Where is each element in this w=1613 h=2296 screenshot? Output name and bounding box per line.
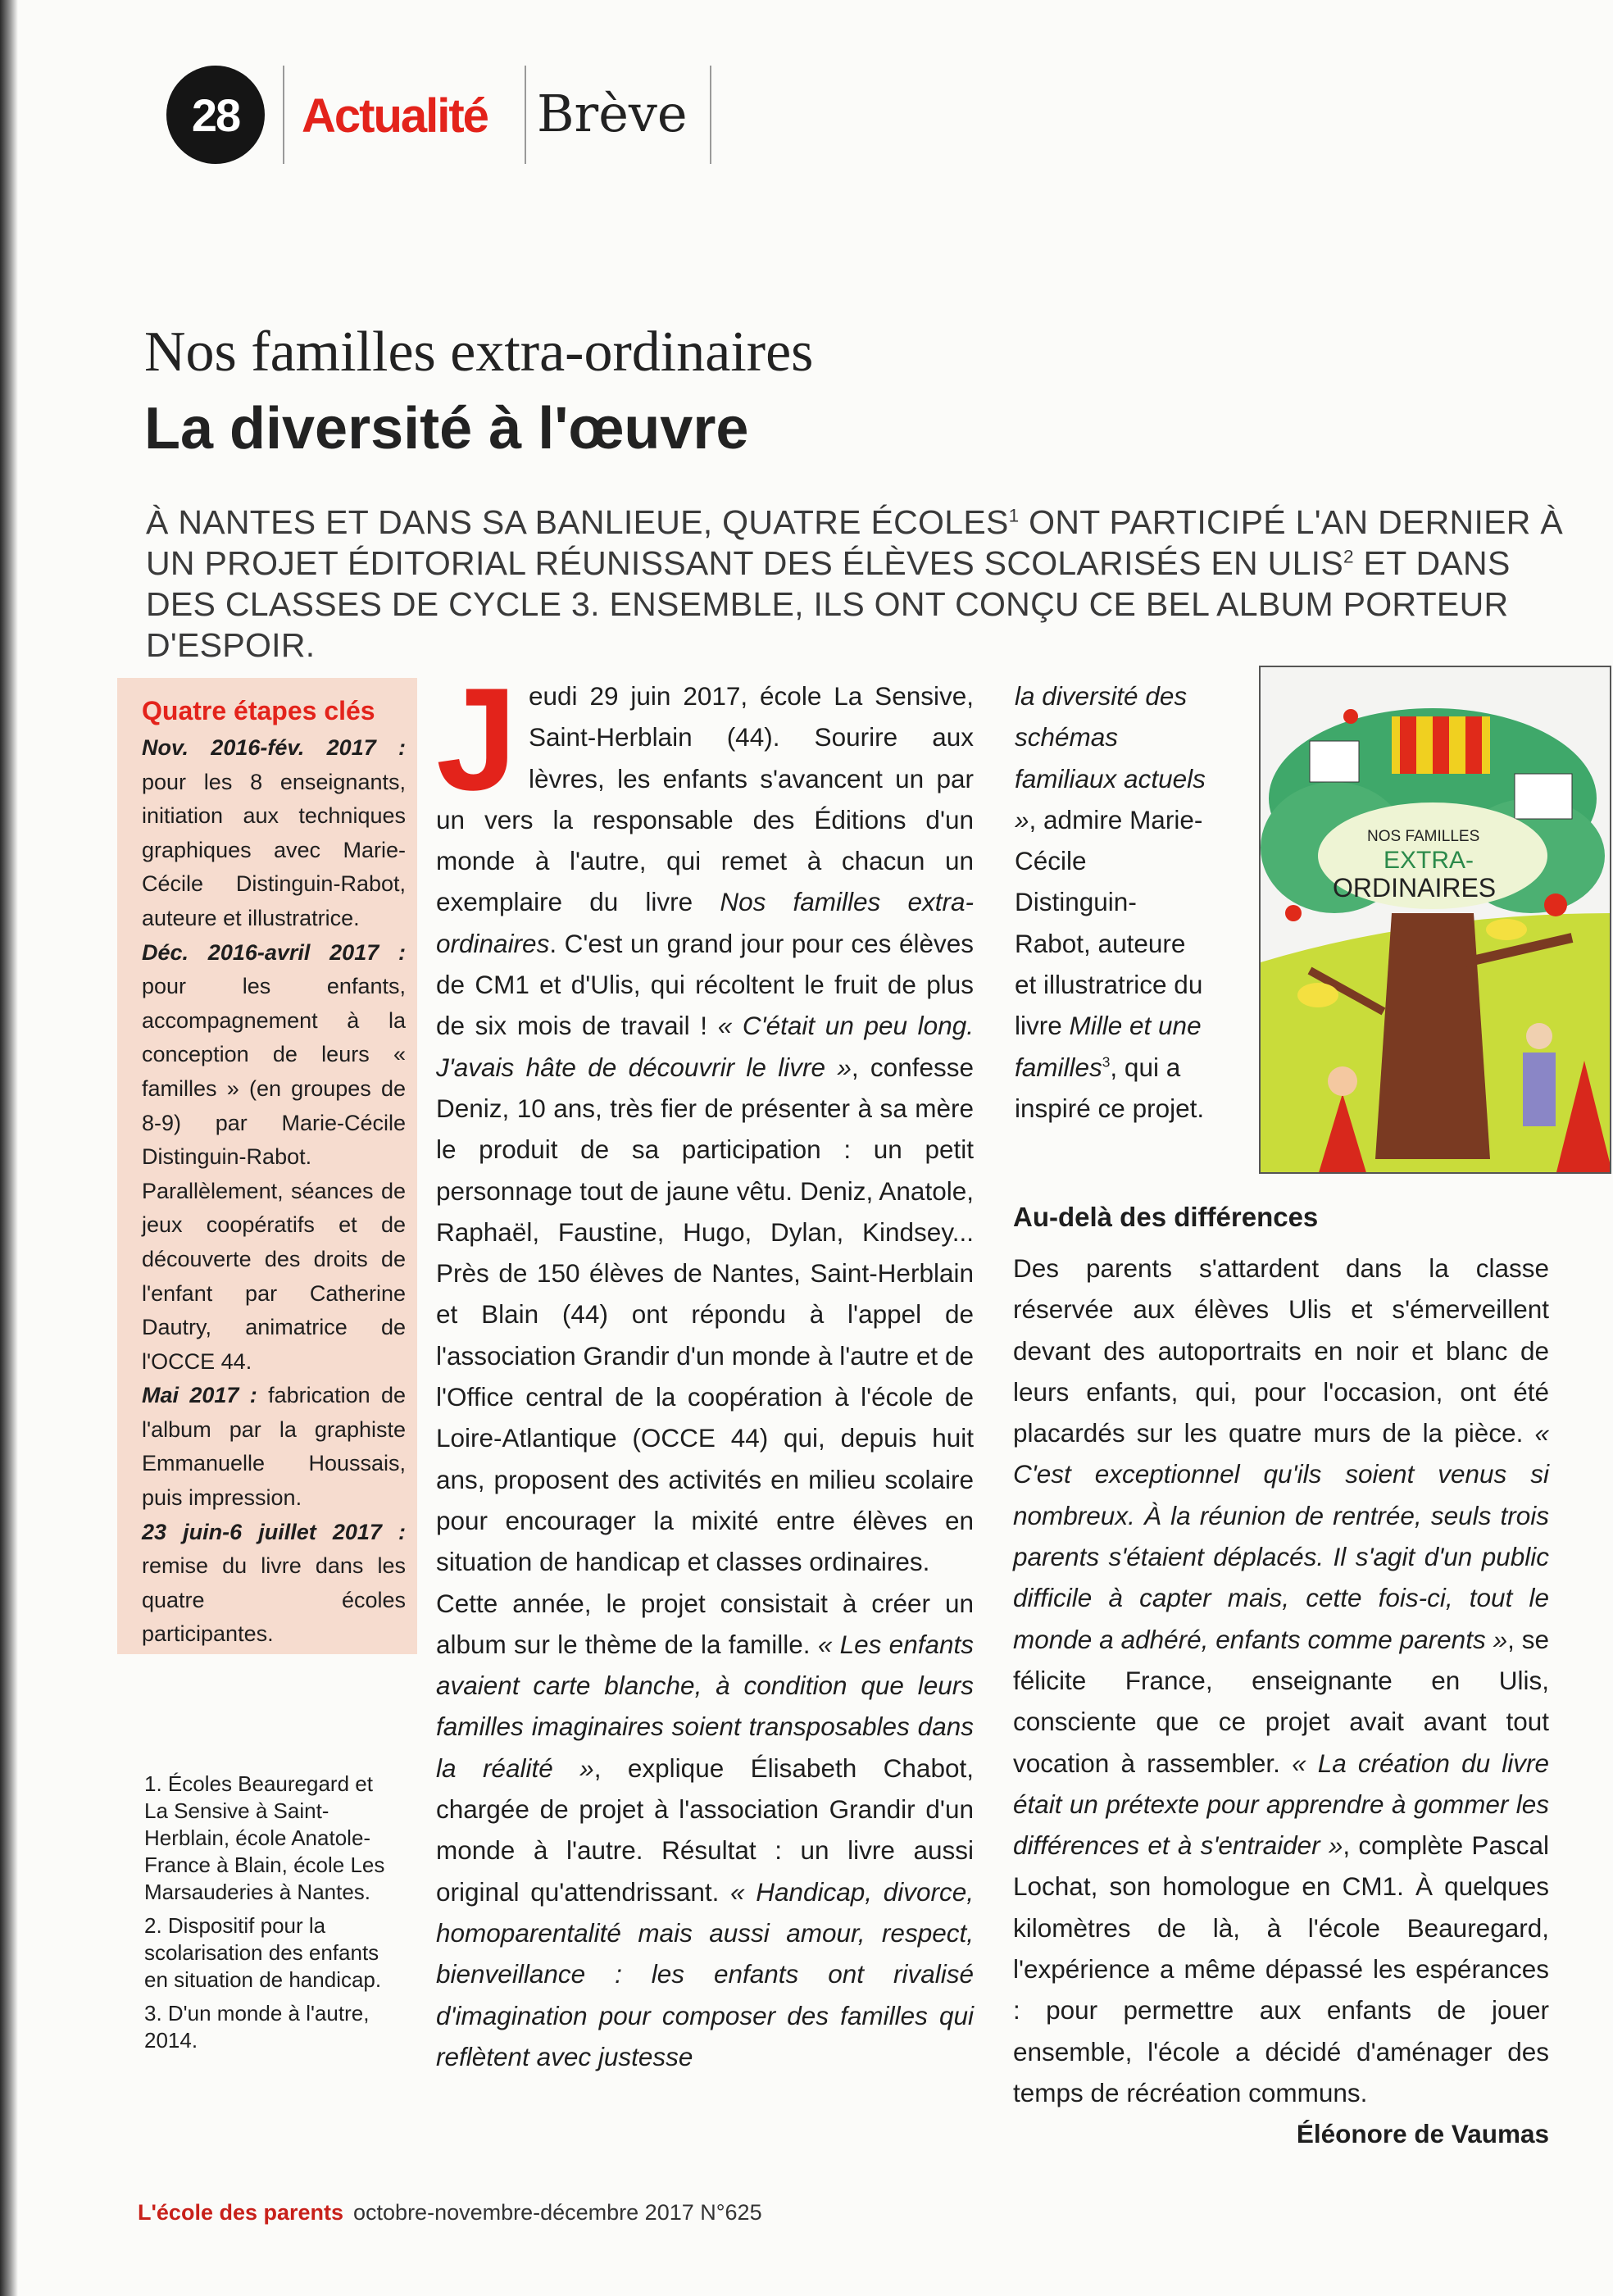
article-lead [146, 502, 1564, 666]
divider [710, 66, 711, 164]
text-segment: , se félicite France, enseignante en Ulis, consciente que ce projet avait avant tout vocation à rassembler. [1013, 1624, 1549, 1778]
key-steps-box [117, 678, 417, 1654]
divider [283, 66, 284, 164]
scan-edge-shadow [0, 0, 18, 2296]
key-step-text: pour les 8 enseignants, initiation aux techniques graphiques avec Marie-Cécile Distinguin-Rabot, auteure et illustratrice. [142, 769, 406, 930]
magazine-name: L'école des parents [138, 2200, 344, 2225]
text-segment: 3 [1102, 1053, 1111, 1071]
key-step-text: fabrication de l'album par la graphiste Emmanuelle Houssais, puis impression. [142, 1383, 406, 1511]
article-column-2-top [1015, 675, 1211, 1129]
footnote: 3. D'un monde à l'autre, 2014. [144, 2001, 370, 2053]
italic-quote: « C'est exceptionnel qu'ils soient venus si nombreux. À la réunion de rentrée, seuls trois parents s'étaient déplacés. Il s'agit d'un public difficile à capter mais, cette fois-ci, tout le monde a adhéré, enfants comme parents » [1013, 1418, 1549, 1654]
text-segment: , explique Élisabeth Chabot, chargée de projet à l'association Grandir d'un monde à l'autre. Résultat : un livre aussi original qu'attendrissant. [436, 1753, 974, 1907]
book-cover-illustration [1261, 667, 1611, 1174]
book-cover-title-line: ORDINAIRES [1333, 873, 1497, 902]
key-step-text: remise du livre dans les quatre écoles participantes. [142, 1553, 406, 1647]
paragraph-text [1013, 1253, 1549, 2107]
article-column-2 [1013, 1197, 1549, 2155]
key-step [142, 1516, 406, 1652]
text-segment: , confesse Deniz, 10 ans, très fier de présenter à sa mère le produit de sa participation : un petit personnage tout de jaune vêtu. Deniz, Anatole, Raphaël, Faustine, Hugo, Dylan, Kindsey... Près de 150 élèves de Nantes, Saint-Herblain et Blain (44) ont répondu à l'appel de l'association Grandir d'un monde à l'autre et de l'Office central de la coopération à l'école de Loire-Atlantique (OCCE 44) qui, depuis huit ans, proposent des activités en milieu scolaire pour encourager la mixité entre élèves en situation de handicap et classes ordinaires. [436, 1052, 974, 1577]
paragraph [436, 1583, 974, 2078]
italic-quote: « Handicap, divorce, homoparentalité mais aussi amour, respect, bienveillance : les enfants ont rivalisé d'imagination pour composer des familles qui reflètent avec justesse [436, 1876, 974, 2071]
paragraph [1013, 1248, 1550, 2149]
text-segment: ET DANS DES CLASSES DE CYCLE 3. ENSEMBLE, ILS ONT CONÇU CE BEL ALBUM PORTEUR D'ESPOIR. [146, 544, 1511, 664]
book-cover-title-line: NOS FAMILLES [1367, 828, 1480, 845]
key-step-text: pour les enfants, accompagnement à la conception de leurs « familles » (en groupes de 8-9) par Marie-Cécile Distinguin-Rabot. Parallèlement, séances de jeux coopératifs et de découverte des droits de l'enfant par Catherine Dautry, animatrice de l'OCCE 44. [142, 974, 406, 1374]
text-segment: 1 [1008, 505, 1020, 526]
divider [525, 66, 526, 164]
text-segment: 2 [1343, 546, 1354, 567]
issue-info: octobre-novembre-décembre 2017 N°625 [353, 2200, 762, 2225]
text-segment: , complète Pascal Lochat, son homologue en CM1. À quelques kilomètres de là, à l'école Beauregard, l'expérience a même dépassé les espérances : pour permettre aux enfants de jouer ensemble, l'école a décidé d'aménager des temps de récréation communs. [1013, 1830, 1549, 2107]
key-step [142, 1379, 406, 1515]
text-segment: , qui a inspiré ce projet. [1015, 1052, 1205, 1123]
book-cover-image [1259, 666, 1611, 1174]
text-segment: À NANTES ET DANS SA BANLIEUE, QUATRE ÉCOLES [146, 503, 1009, 541]
text-segment: . C'est un grand jour pour ces élèves de CM1 et d'Ulis, qui récoltent le fruit de plus de six mois de travail ! [436, 928, 974, 1041]
page-footer [138, 2200, 762, 2226]
drop-cap: J [436, 657, 517, 821]
text-segment: ONT PARTICIPÉ L'AN DERNIER À UN PROJET ÉDITORIAL RÉUNISSANT DES ÉLÈVES SCOLARISÉS EN ULIS [146, 503, 1564, 582]
italic-quote: « C'était un peu long. J'avais hâte de découvrir le livre » [436, 1011, 974, 1082]
italic-quote: Mille et une familles [1015, 1011, 1202, 1082]
section-subheading: Au-delà des différences [1013, 1202, 1319, 1232]
paragraph [1015, 675, 1211, 1129]
article-subtitle: La diversité à l'œuvre [144, 396, 749, 461]
text-segment: , admire Marie-Cécile Distinguin-Rabot, auteure et illustratrice du livre [1015, 804, 1203, 1041]
key-step-date: Déc. 2016-avril 2017 : [142, 939, 406, 965]
article-column-1 [436, 657, 974, 2077]
paragraph [436, 657, 974, 1583]
key-step-date: Nov. 2016-fév. 2017 : [142, 735, 406, 760]
section-label: Brève [537, 84, 688, 143]
page-number: 28 [191, 89, 240, 141]
footnote: 2. Dispositif pour la scolarisation des enfants en situation de handicap. [144, 1913, 382, 1992]
italic-quote: « Les enfants avaient carte blanche, à condition que leurs familles imaginaires soient transposables dans la réalité » [436, 1629, 974, 1783]
text-segment: Des parents s'attardent dans la classe réservée aux élèves Ulis et s'émerveillent devant des autoportraits en noir et blanc de leurs enfants, qui, pour l'occasion, ont été placardés sur les quatre murs de la pièce. [1013, 1253, 1549, 1448]
text-segment: eudi 29 juin 2017, école La Sensive, Saint-Herblain (44). Sourire aux lèvres, les enfants s'avancent un par un vers la responsable des Éditions d'un monde à l'autre, qui remet à chacun un exemplaire du livre [436, 681, 974, 917]
key-steps-title: Quatre étapes clés [142, 696, 375, 725]
footnotes [144, 1771, 390, 2061]
book-cover-title-line: EXTRA- [1384, 847, 1474, 874]
footnote: 1. Écoles Beauregard et La Sensive à Saint-Herblain, école Anatole-France à Blain, école Les Marsauderies à Nantes. [144, 1771, 385, 1904]
italic-quote: la diversité des schémas familiaux actuels » [1015, 681, 1206, 834]
key-step-date: 23 juin-6 juillet 2017 : [142, 1519, 406, 1544]
key-step [142, 936, 406, 1380]
key-step-date: Mai 2017 : [142, 1383, 257, 1408]
italic-quote: « La création du livre était un prétexte pour apprendre à gommer les différences et à s'entraider » [1013, 1748, 1550, 1861]
key-step [142, 731, 406, 936]
article-title: Nos familles extra-ordinaires [144, 321, 814, 384]
page-number-badge [166, 66, 265, 164]
author-signature: Éléonore de Vaumas [1296, 2119, 1549, 2149]
text-segment: Cette année, le projet consistait à créer un album sur le thème de la famille. [436, 1588, 974, 1659]
rubric-label: Actualité [302, 89, 488, 143]
italic-quote: Nos familles extra-ordinaires [436, 887, 974, 958]
